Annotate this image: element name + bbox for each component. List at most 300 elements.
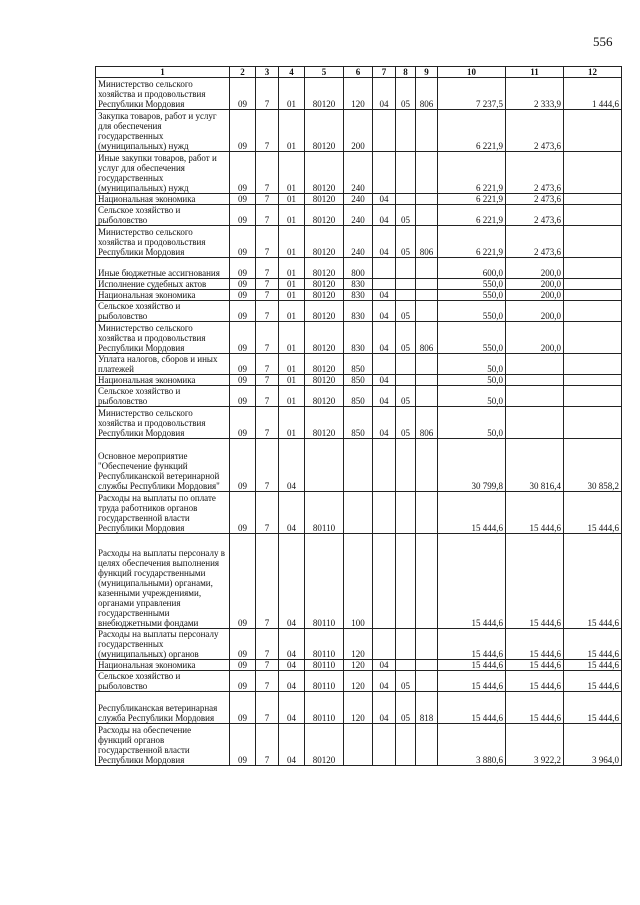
row-name-cell: Министерство сельского хозяйства и продовольствия Республики Мордовия (96, 226, 230, 258)
code-cell (416, 534, 438, 629)
code-cell: 04 (373, 194, 396, 205)
amount-cell: 200,0 (506, 301, 564, 322)
table-row (96, 386, 622, 407)
table-row (96, 205, 622, 226)
code-cell (396, 660, 416, 671)
code-cell: 120 (344, 660, 373, 671)
code-cell: 09 (230, 439, 256, 492)
code-cell: 80120 (305, 78, 344, 110)
code-cell (396, 354, 416, 375)
amount-cell: 1 444,6 (564, 78, 622, 110)
code-cell: 01 (279, 110, 305, 152)
code-cell: 80110 (305, 629, 344, 660)
code-cell: 04 (373, 407, 396, 439)
amount-cell (506, 375, 564, 386)
amount-cell: 15 444,6 (506, 671, 564, 692)
amount-cell: 15 444,6 (506, 629, 564, 660)
code-cell (396, 110, 416, 152)
code-cell: 7 (256, 439, 279, 492)
amount-cell: 15 444,6 (438, 629, 506, 660)
code-cell: 04 (373, 322, 396, 354)
code-cell: 09 (230, 152, 256, 194)
code-cell: 04 (279, 534, 305, 629)
amount-cell: 2 473,6 (506, 226, 564, 258)
code-cell: 80120 (305, 194, 344, 205)
column-header-6: 6 (344, 67, 373, 78)
amount-cell: 2 473,6 (506, 110, 564, 152)
code-cell: 01 (279, 152, 305, 194)
code-cell: 04 (279, 692, 305, 724)
code-cell: 7 (256, 354, 279, 375)
code-cell: 09 (230, 322, 256, 354)
code-cell: 80120 (305, 110, 344, 152)
code-cell: 7 (256, 386, 279, 407)
code-cell (416, 375, 438, 386)
code-cell: 09 (230, 290, 256, 301)
amount-cell: 6 221,9 (438, 226, 506, 258)
amount-cell: 15 444,6 (564, 692, 622, 724)
amount-cell: 50,0 (438, 386, 506, 407)
code-cell: 09 (230, 660, 256, 671)
code-cell: 09 (230, 279, 256, 290)
code-cell: 120 (344, 671, 373, 692)
amount-cell (564, 290, 622, 301)
amount-cell: 550,0 (438, 290, 506, 301)
amount-cell: 6 221,9 (438, 205, 506, 226)
code-cell: 04 (373, 290, 396, 301)
table-row (96, 629, 622, 660)
code-cell (416, 152, 438, 194)
code-cell: 04 (279, 629, 305, 660)
row-name-cell: Национальная экономика (96, 290, 230, 301)
code-cell: 01 (279, 279, 305, 290)
amount-cell: 15 444,6 (564, 629, 622, 660)
amount-cell: 3 922,2 (506, 724, 564, 766)
code-cell: 01 (279, 354, 305, 375)
code-cell: 05 (396, 322, 416, 354)
code-cell: 806 (416, 407, 438, 439)
code-cell: 01 (279, 290, 305, 301)
column-header-4: 4 (279, 67, 305, 78)
code-cell (396, 629, 416, 660)
code-cell: 09 (230, 492, 256, 534)
amount-cell: 15 444,6 (438, 534, 506, 629)
code-cell (373, 152, 396, 194)
code-cell: 09 (230, 375, 256, 386)
code-cell (396, 279, 416, 290)
code-cell: 80110 (305, 671, 344, 692)
row-name-cell: Расходы на выплаты персоналу в целях обеспечения выполнения функций государственными (муниципальными) органами, казенными учреждениями, органами управления государственными внебюджетными фондами (96, 534, 230, 629)
table-row (96, 439, 622, 492)
code-cell: 09 (230, 301, 256, 322)
row-name-cell: Министерство сельского хозяйства и продовольствия Республики Мордовия (96, 407, 230, 439)
amount-cell: 15 444,6 (564, 660, 622, 671)
table-row (96, 375, 622, 386)
code-cell (396, 258, 416, 279)
code-cell (416, 205, 438, 226)
code-cell (344, 439, 373, 492)
table-row (96, 152, 622, 194)
code-cell: 09 (230, 110, 256, 152)
code-cell (416, 492, 438, 534)
code-cell: 01 (279, 301, 305, 322)
code-cell (416, 110, 438, 152)
table-row (96, 724, 622, 766)
column-header-10: 10 (438, 67, 506, 78)
row-name-cell: Сельское хозяйство и рыболовство (96, 386, 230, 407)
code-cell: 01 (279, 194, 305, 205)
code-cell: 05 (396, 301, 416, 322)
code-cell (396, 194, 416, 205)
code-cell: 7 (256, 226, 279, 258)
amount-cell (564, 407, 622, 439)
amount-cell: 15 444,6 (506, 534, 564, 629)
code-cell: 80120 (305, 258, 344, 279)
code-cell: 7 (256, 78, 279, 110)
amount-cell (564, 279, 622, 290)
table-row (96, 692, 622, 724)
table-row (96, 534, 622, 629)
code-cell: 05 (396, 692, 416, 724)
code-cell: 830 (344, 301, 373, 322)
amount-cell: 550,0 (438, 301, 506, 322)
code-cell (396, 724, 416, 766)
code-cell: 850 (344, 375, 373, 386)
code-cell: 09 (230, 258, 256, 279)
amount-cell: 15 444,6 (438, 671, 506, 692)
table-row (96, 194, 622, 205)
table-row (96, 492, 622, 534)
code-cell: 09 (230, 407, 256, 439)
code-cell: 05 (396, 386, 416, 407)
code-cell: 09 (230, 205, 256, 226)
amount-cell: 15 444,6 (564, 534, 622, 629)
code-cell: 7 (256, 322, 279, 354)
code-cell: 04 (373, 671, 396, 692)
row-name-cell: Министерство сельского хозяйства и продовольствия Республики Мордовия (96, 78, 230, 110)
amount-cell (506, 407, 564, 439)
code-cell: 240 (344, 152, 373, 194)
code-cell: 09 (230, 194, 256, 205)
code-cell: 7 (256, 205, 279, 226)
code-cell: 120 (344, 692, 373, 724)
code-cell: 7 (256, 290, 279, 301)
code-cell: 05 (396, 407, 416, 439)
code-cell (396, 152, 416, 194)
row-name-cell: Закупка товаров, работ и услуг для обеспечения государственных (муниципальных) нужд (96, 110, 230, 152)
table-body (96, 78, 622, 766)
amount-cell: 550,0 (438, 279, 506, 290)
table-row (96, 671, 622, 692)
code-cell: 7 (256, 407, 279, 439)
row-name-cell: Республиканская ветеринарная служба Республики Мордовия (96, 692, 230, 724)
table-row (96, 78, 622, 110)
amount-cell: 200,0 (506, 258, 564, 279)
code-cell: 80120 (305, 322, 344, 354)
amount-cell (506, 354, 564, 375)
amount-cell: 200,0 (506, 290, 564, 301)
code-cell (416, 354, 438, 375)
code-cell: 80110 (305, 534, 344, 629)
column-header-9: 9 (416, 67, 438, 78)
code-cell: 80120 (305, 724, 344, 766)
amount-cell (564, 322, 622, 354)
amount-cell (564, 226, 622, 258)
code-cell: 80110 (305, 492, 344, 534)
budget-table (95, 66, 622, 766)
amount-cell: 2 473,6 (506, 152, 564, 194)
column-header-3: 3 (256, 67, 279, 78)
row-name-cell: Основное мероприятие "Обеспечение функций Республиканской ветеринарной службы Республики Мордовия" (96, 439, 230, 492)
code-cell: 04 (279, 671, 305, 692)
code-cell: 05 (396, 78, 416, 110)
code-cell: 05 (396, 205, 416, 226)
code-cell: 09 (230, 692, 256, 724)
code-cell: 80110 (305, 660, 344, 671)
amount-cell (506, 386, 564, 407)
code-cell (396, 439, 416, 492)
code-cell: 7 (256, 279, 279, 290)
code-cell: 240 (344, 205, 373, 226)
table-row (96, 407, 622, 439)
table-row (96, 279, 622, 290)
code-cell: 09 (230, 354, 256, 375)
code-cell: 04 (373, 660, 396, 671)
code-cell (373, 534, 396, 629)
code-cell: 7 (256, 629, 279, 660)
amount-cell: 30 816,4 (506, 439, 564, 492)
code-cell: 04 (279, 724, 305, 766)
code-cell: 806 (416, 322, 438, 354)
code-cell: 09 (230, 724, 256, 766)
code-cell (373, 492, 396, 534)
row-name-cell: Сельское хозяйство и рыболовство (96, 301, 230, 322)
amount-cell (564, 205, 622, 226)
row-name-cell: Национальная экономика (96, 660, 230, 671)
amount-cell: 2 333,9 (506, 78, 564, 110)
code-cell: 818 (416, 692, 438, 724)
code-cell (416, 724, 438, 766)
row-name-cell: Иные закупки товаров, работ и услуг для обеспечения государственных (муниципальных) нужд (96, 152, 230, 194)
code-cell: 7 (256, 258, 279, 279)
code-cell: 806 (416, 226, 438, 258)
code-cell (396, 534, 416, 629)
row-name-cell: Национальная экономика (96, 375, 230, 386)
column-header-2: 2 (230, 67, 256, 78)
amount-cell: 50,0 (438, 354, 506, 375)
code-cell: 80120 (305, 375, 344, 386)
code-cell: 05 (396, 671, 416, 692)
code-cell: 80120 (305, 205, 344, 226)
code-cell: 01 (279, 78, 305, 110)
table-row (96, 660, 622, 671)
code-cell: 7 (256, 152, 279, 194)
row-name-cell: Сельское хозяйство и рыболовство (96, 205, 230, 226)
code-cell: 01 (279, 407, 305, 439)
amount-cell (564, 354, 622, 375)
code-cell: 04 (279, 492, 305, 534)
code-cell: 7 (256, 692, 279, 724)
amount-cell: 200,0 (506, 322, 564, 354)
code-cell: 7 (256, 301, 279, 322)
code-cell (373, 439, 396, 492)
code-cell: 01 (279, 226, 305, 258)
code-cell: 04 (373, 375, 396, 386)
table-row (96, 110, 622, 152)
code-cell (396, 290, 416, 301)
code-cell: 04 (373, 78, 396, 110)
code-cell (416, 660, 438, 671)
amount-cell: 2 473,6 (506, 194, 564, 205)
code-cell: 830 (344, 322, 373, 354)
code-cell (416, 290, 438, 301)
code-cell: 01 (279, 386, 305, 407)
code-cell (305, 439, 344, 492)
code-cell: 7 (256, 671, 279, 692)
table-row (96, 258, 622, 279)
table-row (96, 322, 622, 354)
table-row (96, 290, 622, 301)
code-cell: 7 (256, 534, 279, 629)
code-cell (373, 354, 396, 375)
code-cell: 04 (373, 205, 396, 226)
code-cell: 850 (344, 407, 373, 439)
code-cell: 806 (416, 78, 438, 110)
code-cell: 100 (344, 534, 373, 629)
code-cell: 04 (373, 692, 396, 724)
code-cell (344, 724, 373, 766)
code-cell: 7 (256, 194, 279, 205)
code-cell (416, 279, 438, 290)
code-cell: 850 (344, 354, 373, 375)
amount-cell: 600,0 (438, 258, 506, 279)
amount-cell: 3 880,6 (438, 724, 506, 766)
code-cell: 80120 (305, 354, 344, 375)
amount-cell: 50,0 (438, 407, 506, 439)
page-number: 556 (593, 34, 613, 49)
amount-cell: 6 221,9 (438, 110, 506, 152)
code-cell: 850 (344, 386, 373, 407)
code-cell: 830 (344, 279, 373, 290)
code-cell (416, 671, 438, 692)
amount-cell: 50,0 (438, 375, 506, 386)
code-cell: 01 (279, 322, 305, 354)
code-cell: 240 (344, 194, 373, 205)
code-cell: 09 (230, 78, 256, 110)
code-cell: 80120 (305, 290, 344, 301)
amount-cell: 7 237,5 (438, 78, 506, 110)
column-header-7: 7 (373, 67, 396, 78)
row-name-cell: Сельское хозяйство и рыболовство (96, 671, 230, 692)
amount-cell: 15 444,6 (506, 660, 564, 671)
amount-cell (564, 386, 622, 407)
code-cell (373, 629, 396, 660)
code-cell: 09 (230, 534, 256, 629)
code-cell: 80120 (305, 279, 344, 290)
amount-cell: 30 858,2 (564, 439, 622, 492)
code-cell: 120 (344, 629, 373, 660)
code-cell: 04 (373, 386, 396, 407)
column-header-11: 11 (506, 67, 564, 78)
amount-cell: 15 444,6 (438, 492, 506, 534)
code-cell: 01 (279, 375, 305, 386)
column-header-12: 12 (564, 67, 622, 78)
row-name-cell: Иные бюджетные ассигнования (96, 258, 230, 279)
code-cell: 7 (256, 660, 279, 671)
code-cell (373, 110, 396, 152)
code-cell: 7 (256, 110, 279, 152)
code-cell: 80120 (305, 407, 344, 439)
code-cell (416, 301, 438, 322)
amount-cell: 6 221,9 (438, 152, 506, 194)
code-cell: 80110 (305, 692, 344, 724)
code-cell: 80120 (305, 226, 344, 258)
code-cell: 04 (373, 226, 396, 258)
code-cell: 09 (230, 226, 256, 258)
amount-cell: 15 444,6 (564, 671, 622, 692)
code-cell: 01 (279, 258, 305, 279)
header-row (96, 67, 622, 78)
amount-cell: 30 799,8 (438, 439, 506, 492)
amount-cell (564, 194, 622, 205)
code-cell: 800 (344, 258, 373, 279)
amount-cell: 15 444,6 (438, 692, 506, 724)
row-name-cell: Национальная экономика (96, 194, 230, 205)
code-cell: 7 (256, 492, 279, 534)
amount-cell: 2 473,6 (506, 205, 564, 226)
code-cell: 7 (256, 724, 279, 766)
amount-cell: 3 964,0 (564, 724, 622, 766)
code-cell (373, 279, 396, 290)
code-cell (396, 375, 416, 386)
row-name-cell: Уплата налогов, сборов и иных платежей (96, 354, 230, 375)
code-cell: 01 (279, 205, 305, 226)
table-row (96, 354, 622, 375)
code-cell: 09 (230, 386, 256, 407)
row-name-cell: Исполнение судебных актов (96, 279, 230, 290)
column-header-1: 1 (96, 67, 230, 78)
row-name-cell: Расходы на выплаты персоналу государственных (муниципальных) органов (96, 629, 230, 660)
code-cell: 04 (279, 439, 305, 492)
column-header-8: 8 (396, 67, 416, 78)
code-cell (416, 629, 438, 660)
amount-cell (564, 258, 622, 279)
code-cell: 04 (373, 301, 396, 322)
code-cell (416, 258, 438, 279)
table-row (96, 301, 622, 322)
code-cell: 09 (230, 671, 256, 692)
amount-cell: 550,0 (438, 322, 506, 354)
code-cell: 80120 (305, 152, 344, 194)
amount-cell: 15 444,6 (506, 492, 564, 534)
amount-cell (564, 301, 622, 322)
amount-cell (564, 152, 622, 194)
code-cell: 200 (344, 110, 373, 152)
row-name-cell: Расходы на выплаты по оплате труда работников органов государственной власти Республики Мордовия (96, 492, 230, 534)
code-cell: 05 (396, 226, 416, 258)
code-cell: 240 (344, 226, 373, 258)
code-cell (344, 492, 373, 534)
amount-cell: 15 444,6 (506, 692, 564, 724)
code-cell (373, 258, 396, 279)
code-cell: 09 (230, 629, 256, 660)
row-name-cell: Расходы на обеспечение функций органов государственной власти Республики Мордовия (96, 724, 230, 766)
code-cell: 7 (256, 375, 279, 386)
code-cell: 80120 (305, 301, 344, 322)
code-cell (373, 724, 396, 766)
amount-cell: 200,0 (506, 279, 564, 290)
code-cell: 120 (344, 78, 373, 110)
